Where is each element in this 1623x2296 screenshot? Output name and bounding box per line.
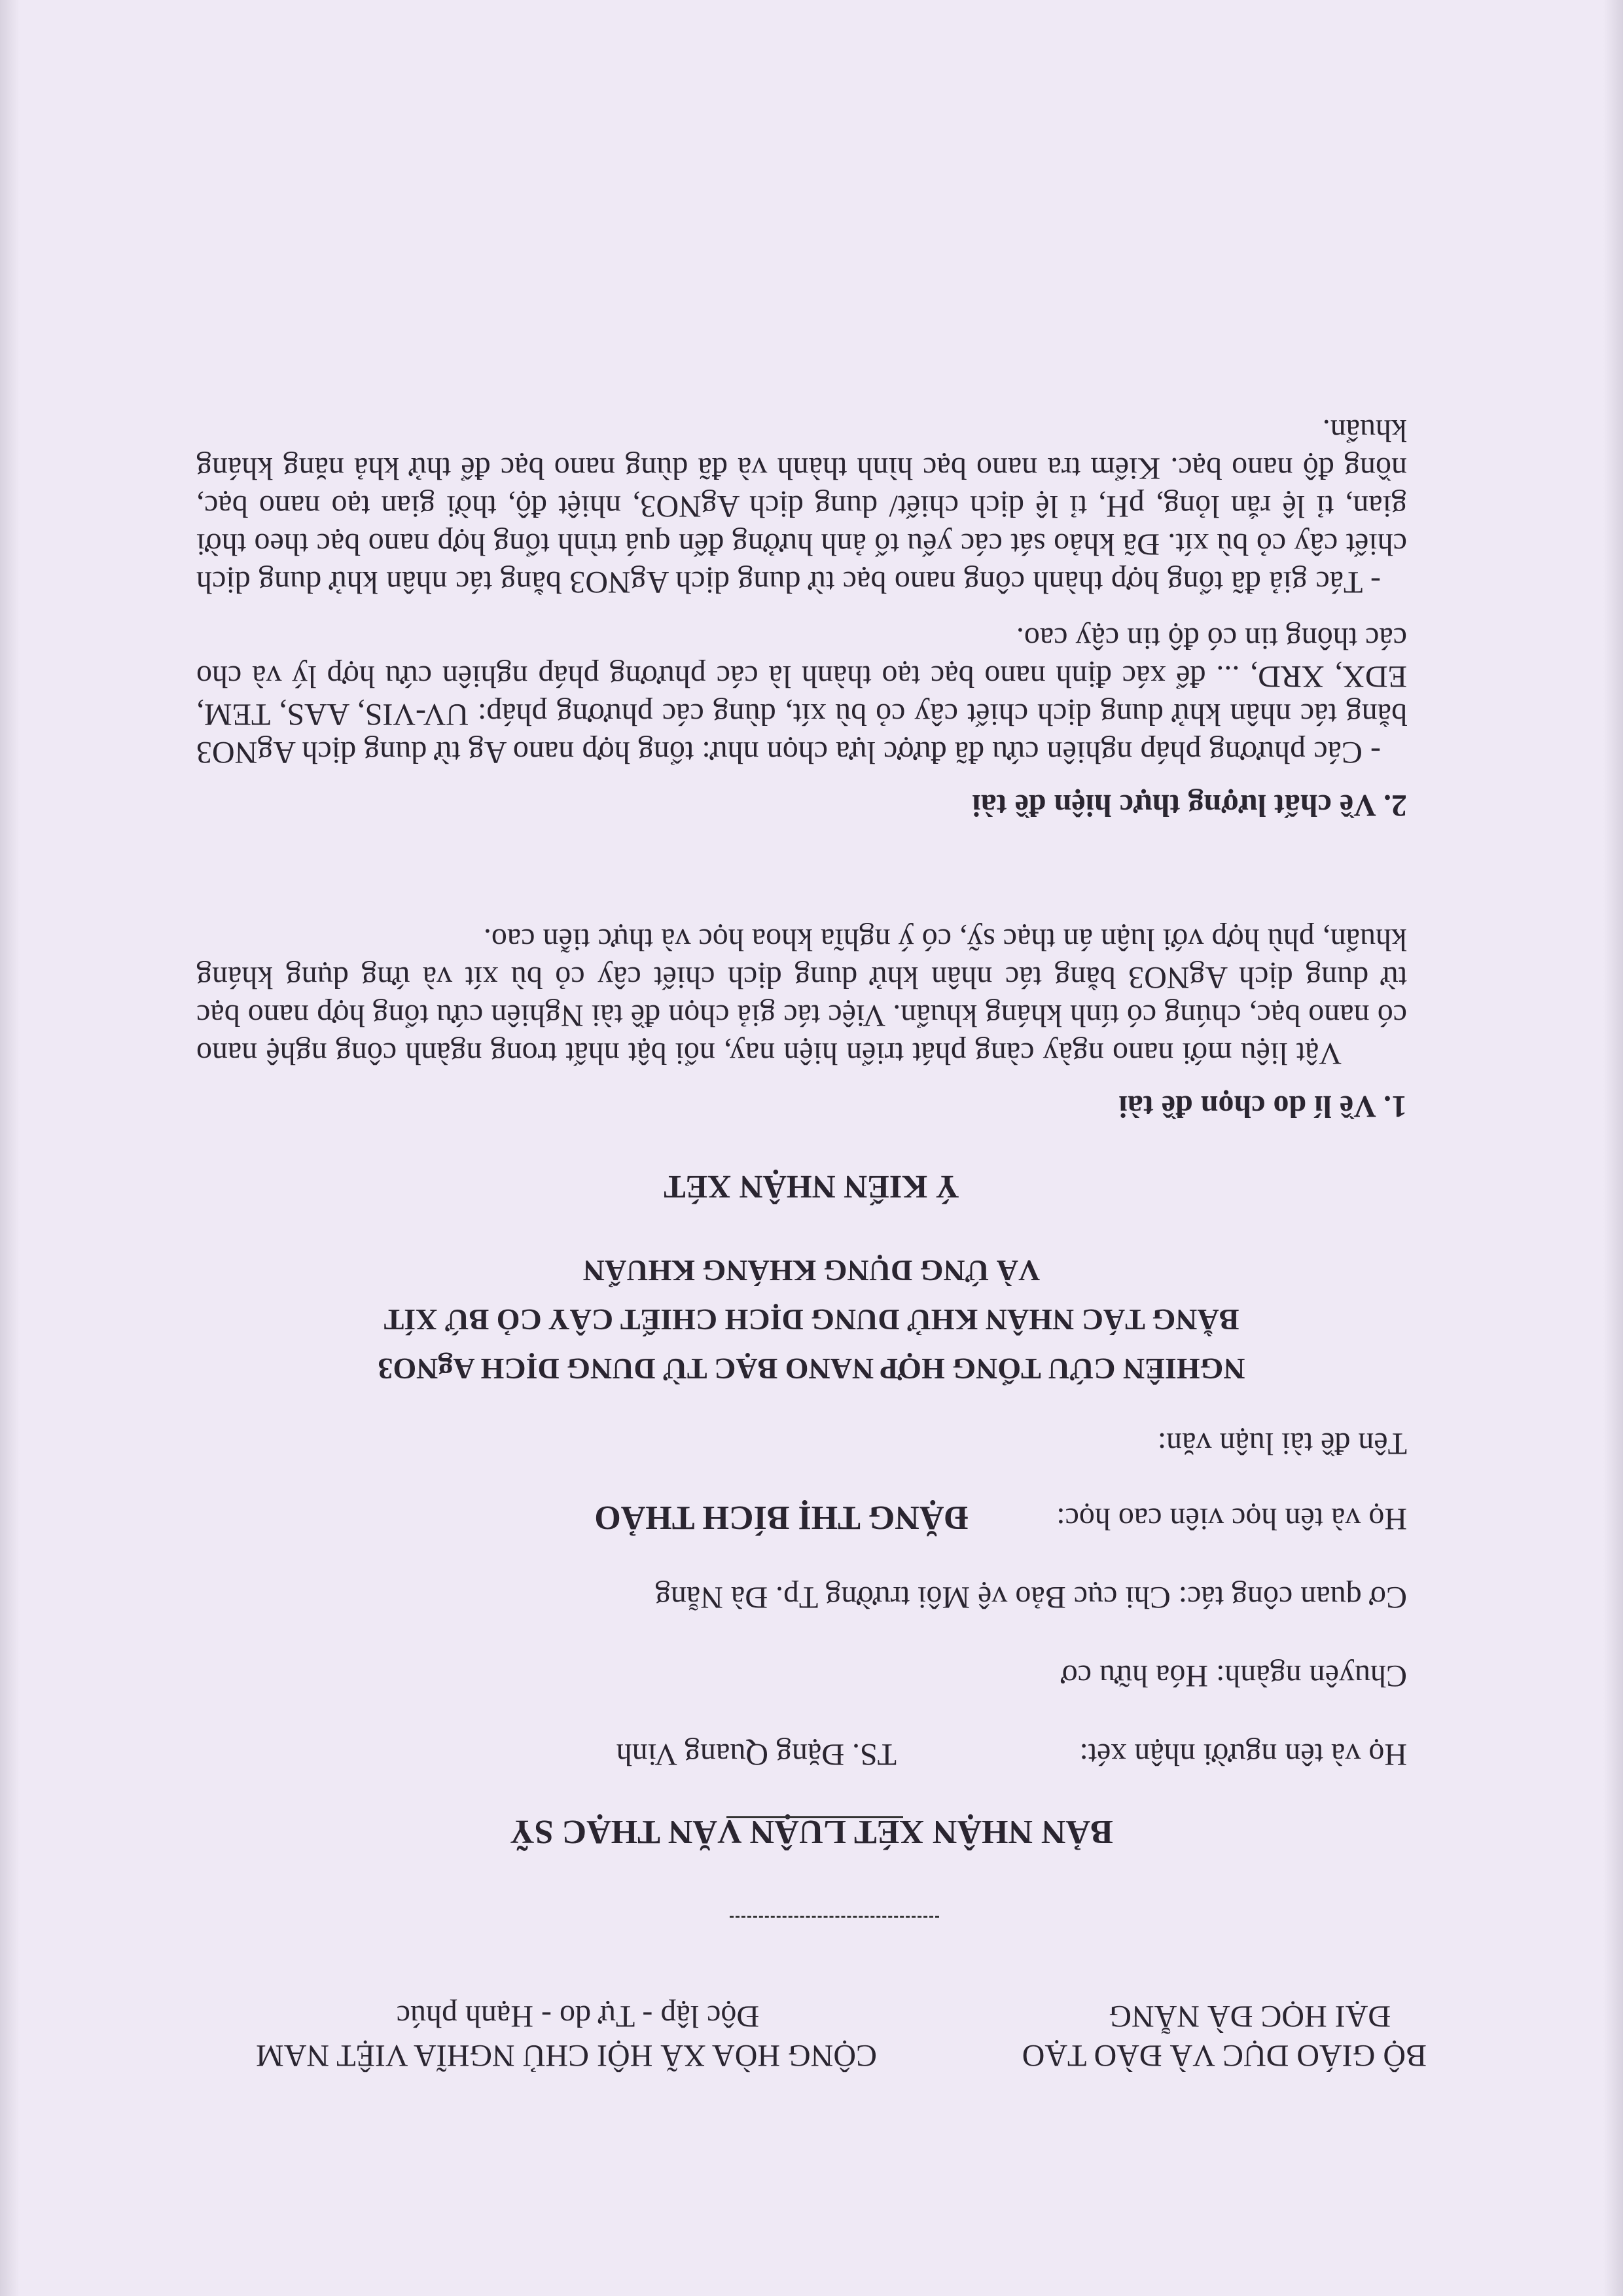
ministry-name: BỘ GIÁO DỤC VÀ ĐÀO TẠO xyxy=(1022,2038,1427,2073)
section2-heading: 2. Về chất lượng thực hiện đề tài xyxy=(972,788,1407,823)
student-label: Họ và tên học viên cao học: xyxy=(1056,1501,1407,1536)
national-motto-line2: Độc lập - Tự do - Hạnh phúc xyxy=(396,1999,759,2034)
reviewer-label: Họ và tên người nhận xét: xyxy=(1079,1737,1407,1772)
major-line: Chuyên ngành: Hóa hữu cơ xyxy=(1061,1659,1407,1693)
reviewer-name: TS. Đặng Quang Vinh xyxy=(616,1737,897,1772)
section2-paragraph1: - Các phương pháp nghiên cứu đã được lựa chọn như: tổng hợp nano Ag từ dung dịch AgNO3 bằng tác nhân khử dung dịch chiết cây cỏ bù xít, dùng các phương pháp: UV-VIS, AAS, TEM, EDX, XRD, ... để xác định nano bạc tạo thành là các phương pháp nghiên cứu hợp lý và cho các thông tin có độ tin cậy cao. xyxy=(196,621,1407,770)
opinion-heading: Ý KIẾN NHẬN XÉT xyxy=(664,1169,959,1206)
thesis-label: Tên đề tài luận văn: xyxy=(1157,1426,1407,1461)
thesis-title-line1: NGHIÊN CỨU TỔNG HỢP NANO BẠC TỪ DUNG DỊCH AgNO3 xyxy=(378,1352,1245,1386)
thesis-title-line3: VÀ ỨNG DỤNG KHÁNG KHUẨN xyxy=(582,1254,1041,1287)
university-name: ĐẠI HỌC ĐÀ NẴNG xyxy=(1109,1999,1391,2034)
thesis-title-line2: BẰNG TÁC NHÂN KHỬ DUNG DỊCH CHIẾT CÂY CỎ BỨ XÍT xyxy=(383,1303,1240,1336)
document-title: BẢN NHẬN XÉT LUẬN VĂN THẠC SỸ xyxy=(510,1813,1113,1850)
signature-line xyxy=(726,1816,903,1818)
section2-paragraph2: - Tác giả đã tổng hợp thành công nano bạc từ dung dịch AgNO3 bằng tác nhân khử dung dịch chiết cây cỏ bù xít. Đã khảo sát các yếu tố ảnh hưởng đến quá trình tổng hợp nano bạc theo thời gian, tỉ lệ rắn lỏng, pH, tỉ lệ dịch chiết/ dung dịch AgNO3, nhiệt độ, thời gian tạo nano bạc, nồng độ nano bạc. Kiểm tra nano bạc hình thành và đã dùng nano bạc để thử khả năng kháng khuẩn. xyxy=(196,413,1407,600)
section1-paragraph: Vật liệu mới nano ngày càng phát triển hiện nay, nổi bật nhất trong ngành công nghệ nano có nano bạc, chúng có tính kháng khuẩn. Việc tác giả chọn đề tài Nghiên cứu tổng hợp nano bạc từ dung dịch AgNO3 bằng tác nhân khử dung dịch chiết cây cỏ bù xít và ứng dụng kháng khuẩn, phù hợp với luận án thạc sỹ, có ý nghĩa khoa học và thực tiễn cao. xyxy=(196,922,1407,1071)
header-divider xyxy=(730,1916,939,1918)
national-motto-line1: CỘNG HÒA XÃ HỘI CHỦ NGHĨA VIỆT NAM xyxy=(256,2038,877,2073)
workplace-line: Cơ quan công tác: Chi cục Bảo vệ Môi trường Tp. Đà Nẵng xyxy=(655,1580,1407,1615)
student-name: ĐẶNG THỊ BÍCH THẢO xyxy=(594,1499,969,1536)
section1-heading: 1. Về lí do chọn đề tài xyxy=(1118,1089,1407,1124)
